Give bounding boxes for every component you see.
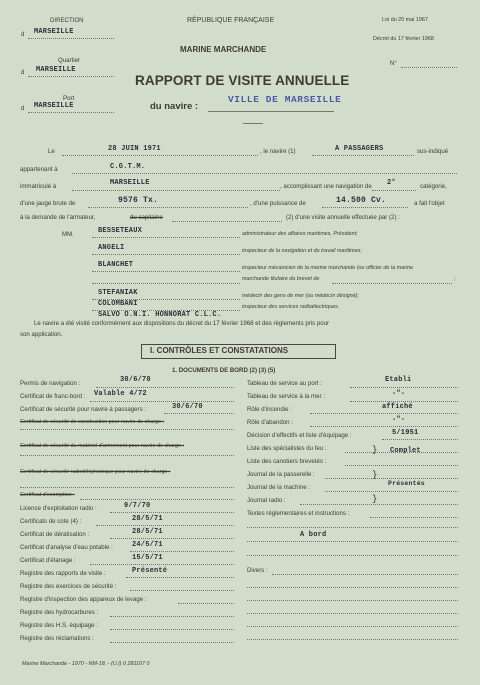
tonnage-line <box>88 207 248 208</box>
power-line <box>322 207 408 208</box>
doc-value: 24/5/71 <box>132 541 163 549</box>
doc-line <box>370 517 458 518</box>
doc-value: 5/1951 <box>392 429 419 437</box>
doc-label: Liste des spécialistes du feu : <box>247 445 327 452</box>
divers-line <box>272 574 458 575</box>
doc-value: 15/5/71 <box>132 554 163 562</box>
doc-value: 28/5/71 <box>132 515 163 523</box>
section-title: I. CONTRÔLES ET CONSTATATIONS <box>150 346 289 355</box>
ship-type: A PASSAGERS <box>335 145 384 153</box>
loi-label: Loi du 20 mai 1967 <box>382 17 428 23</box>
doc-label: Registre des H.S. équipage : <box>20 622 98 629</box>
doc-value: 30/6/70 <box>120 376 151 384</box>
visite-effectuee-label: (2) d'une visite annuelle effectuée par (2) : <box>286 214 400 221</box>
divers-label: Divers : <box>247 567 268 574</box>
blank-line <box>247 587 458 588</box>
doc-line <box>310 413 458 414</box>
blank-line <box>247 555 458 556</box>
type-line <box>312 155 414 156</box>
quartier-label: Quartier <box>58 57 81 64</box>
blank-line <box>247 541 458 542</box>
doc-line <box>130 551 234 552</box>
page-title: RAPPORT DE VISITE ANNUELLE <box>135 73 350 88</box>
blank-line <box>247 527 458 528</box>
inspector-line <box>92 271 240 272</box>
footer-text: Marine Marchande - 1970 - NM-18. - (U.I) 0 281107 0 <box>22 661 150 667</box>
inspector-name: BLANCHET <box>98 261 134 269</box>
inspector-name: BESSETEAUX <box>98 227 143 235</box>
conclusion-line-1: Le navire a été visité conformément aux dispositions du décret du 17 février 1968 et des règlements pris pour <box>34 320 330 327</box>
quartier-value: MARSEILLE <box>36 66 76 74</box>
doc-value: Présentés <box>388 480 425 487</box>
inspector-role: inspecteur de la navigation et du travail maritimes; <box>242 248 362 254</box>
doc-line <box>325 491 458 492</box>
inspector-role: inspecteur mécanicien de la marine marchande (ou officier de la marine <box>242 265 414 271</box>
doc-line <box>325 478 458 479</box>
doc-label: Permis de navigation : <box>20 380 81 387</box>
doc-label: Textes réglementaires et instructions : <box>247 510 350 517</box>
doc-line <box>20 487 234 488</box>
doc-value: 9/7/70 <box>124 502 151 510</box>
no-label: N° <box>390 60 397 67</box>
sus-indique-label: sus-indiqué <box>417 148 449 155</box>
inspector-line <box>92 237 240 238</box>
doc-label: Certificat d'étanage : <box>20 557 76 564</box>
direction-d: d <box>21 31 25 38</box>
immatricule-label: immatriculé à <box>20 183 57 190</box>
extra-inspector: SALVO O.N.I. HONNORAT C.L.C. <box>98 311 222 319</box>
doc-line <box>300 504 458 505</box>
doc-line <box>110 642 234 643</box>
doc-line <box>126 577 234 578</box>
inspector-line <box>92 254 240 255</box>
port-label: Port <box>63 95 75 102</box>
doc-line <box>110 616 234 617</box>
doc-value: affiché <box>382 403 413 411</box>
republique-label: RÉPUBLIQUE FRANÇAISE <box>187 17 275 24</box>
puissance-label: , d'une puissance de <box>250 200 306 207</box>
doc-line <box>345 452 458 453</box>
doc-label: Rôle d'abandon : <box>247 419 293 426</box>
direction-label: DIRECTION <box>50 17 84 24</box>
direction-value: MARSEILLE <box>34 28 74 36</box>
a-fait-label: a fait l'objet <box>414 200 445 207</box>
doc-label: Journal de la machine : <box>247 484 311 491</box>
registry-value: MARSEILLE <box>110 179 150 187</box>
blank-line <box>247 600 458 601</box>
doc-value: Valable 4/72 <box>94 390 147 398</box>
title-underline <box>243 123 263 124</box>
doc-line <box>110 512 234 513</box>
doc-line <box>164 413 234 414</box>
demande-struck: du capitaine <box>130 214 163 221</box>
doc-label-struck: Certificat de sécurité radiotéléphonique pour navire de charge : <box>20 469 171 475</box>
doc-label: Registre des rapports de visite : <box>20 570 106 577</box>
brace-2: } <box>372 470 378 480</box>
doc-value: 28/5/71 <box>132 528 163 536</box>
jauge-label: d'une jauge brute de <box>20 200 76 207</box>
port-value: MARSEILLE <box>34 102 74 110</box>
inspector-role-cont: marchande titulaire du brevet de <box>242 276 320 282</box>
doc-label: Certificat de franc-bord : <box>20 393 86 400</box>
ship-name: VILLE DE MARSEILLE <box>228 94 342 105</box>
doc-value: Complet <box>390 447 421 455</box>
doc-line <box>96 525 234 526</box>
brevet-end: ; <box>454 276 456 282</box>
owner-line <box>72 173 457 174</box>
conclusion-line-2: son application. <box>20 331 63 338</box>
nav-category: 2° <box>387 179 396 187</box>
direction-line <box>28 38 114 39</box>
no-line <box>401 67 457 68</box>
doc-value: -"- <box>392 416 406 424</box>
demande-line <box>172 221 282 222</box>
doc-label: Certificat de sécurité pour navire à passagers : <box>20 406 146 413</box>
doc-line <box>345 465 458 466</box>
doc-label: Certificat de dératisation : <box>20 531 90 538</box>
du-navire-label: du navire : <box>150 101 199 112</box>
categorie-label: catégorie, <box>420 183 447 190</box>
doc-label: Décision d'effectifs et liste d'équipage : <box>247 432 352 439</box>
doc-line <box>96 387 234 388</box>
doc-label: Registre des réclamations : <box>20 635 94 642</box>
doc-label: Registre d'inspection des appareux de levage : <box>20 596 147 603</box>
doc-line <box>90 401 234 402</box>
doc-line <box>110 629 234 630</box>
registry-line <box>72 190 280 191</box>
brevet-line <box>332 283 452 284</box>
section-subtitle: 1. DOCUMENTS DE BORD (2) (3) (5) <box>172 367 276 374</box>
doc-line <box>80 499 234 500</box>
doc-label: Licence d'exploitation radio : <box>20 505 97 512</box>
doc-label: Rôle d'incendie : <box>247 406 292 413</box>
doc-line <box>90 564 234 565</box>
doc-label: Registre des hydrocarbures : <box>20 609 99 616</box>
doc-label: Tableau de service au port : <box>247 380 322 387</box>
doc-line <box>350 387 458 388</box>
a-bord-value: A bord <box>300 531 327 539</box>
inspector-role: inspecteur des services radioélectriques. <box>242 304 340 310</box>
marine-title: MARINE MARCHANDE <box>180 45 267 54</box>
doc-label: Certificat d'analyse d'eau potable : <box>20 544 113 551</box>
doc-label-struck: Certificat de sécurité du matériel d'armement pour navire de charge : <box>20 443 185 449</box>
doc-line <box>110 538 234 539</box>
visit-date: 28 JUIN 1971 <box>108 145 161 153</box>
doc-value: -"- <box>392 390 406 398</box>
decret-label: Décret du 17 février 1968 <box>373 36 434 42</box>
doc-label: Journal radio : <box>247 497 286 504</box>
doc-label-struck: Certificat de sécurité de construction pour navire de charge : <box>20 419 165 425</box>
doc-label: Liste des canotiers brevetés : <box>247 458 327 465</box>
doc-label: Tableau de service à la mer : <box>247 393 325 400</box>
doc-value: Etabli <box>385 376 412 384</box>
brace-3: } <box>372 494 378 504</box>
doc-label: Certificats de cote (4) : <box>20 518 82 525</box>
doc-value: 30/6/70 <box>172 403 203 411</box>
accomplissant-label: , accomplissant une navigation de <box>280 183 372 190</box>
ship-name-line <box>208 111 334 112</box>
inspector-name: STEFANIAK <box>98 289 138 297</box>
inspector-role: administrateur des affaires maritimes, Président; <box>242 231 358 237</box>
demande-label: à la demande de l'armateur, <box>20 214 96 221</box>
inspector-role: médecin des gens de mer (ou médecin désigné); <box>242 293 359 299</box>
tonnage-value: 9576 Tx. <box>118 196 159 205</box>
doc-line <box>350 401 458 402</box>
category-line <box>372 190 416 191</box>
blank-line <box>247 613 458 614</box>
appartenant-label: appartenant à <box>20 166 58 173</box>
inspector-line <box>92 283 240 284</box>
doc-label: Registre des exercices de sécurité : <box>20 583 117 590</box>
inspector-name: COLOMBANI <box>98 300 138 308</box>
doc-line <box>310 426 458 427</box>
mm-label: MM. <box>62 231 74 238</box>
doc-line <box>382 439 458 440</box>
doc-line <box>178 603 234 604</box>
doc-line <box>130 590 234 591</box>
doc-value: Présenté <box>132 567 168 575</box>
le-navire-label: , le navire (1) <box>260 148 296 155</box>
le-label: Le <box>48 148 55 155</box>
date-line <box>62 155 258 156</box>
owner-value: C.G.T.M. <box>110 163 146 171</box>
doc-line <box>20 455 234 456</box>
port-d: d <box>21 105 25 112</box>
doc-line <box>20 429 234 430</box>
quartier-line <box>28 76 114 77</box>
doc-label-struck: Certificat d'exemption : <box>20 492 75 498</box>
blank-line <box>247 626 458 627</box>
doc-label: Journal de la passerelle : <box>247 471 315 478</box>
quartier-d: d <box>21 69 25 76</box>
port-line <box>28 112 114 113</box>
power-value: 14.500 Cv. <box>336 196 387 205</box>
brace-1: } <box>372 445 378 455</box>
blank-line <box>247 639 458 640</box>
inspector-name: ANGELI <box>98 244 125 252</box>
